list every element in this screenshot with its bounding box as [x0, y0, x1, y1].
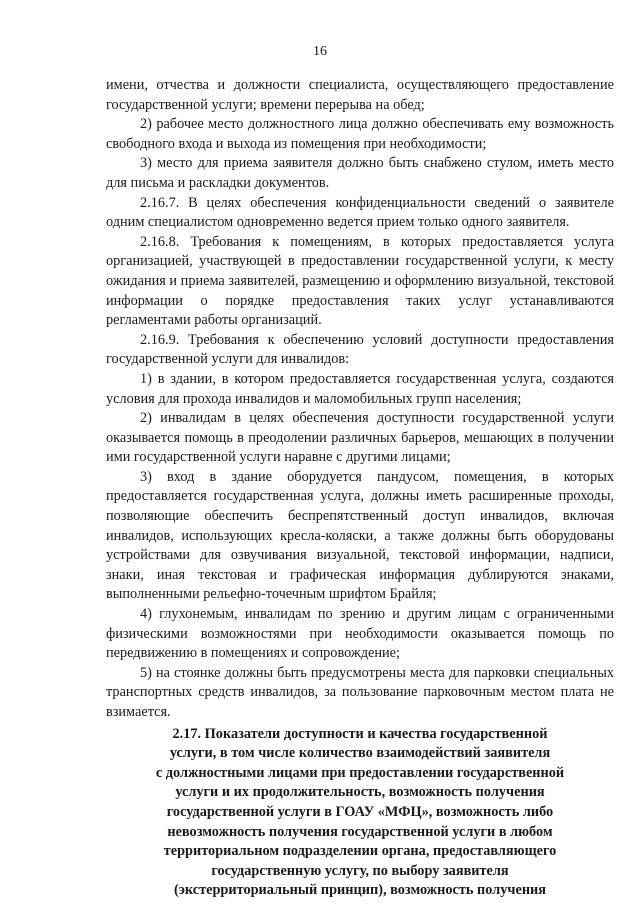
paragraph-disability-2: 2) инвалидам в целях обеспечения доступности государственной услуги оказывается помощь в преодолении различных барьеров, мешающих в получении ими государственной услуги наравне с другими лицами; [106, 410, 614, 466]
paragraph-item-3: 3) место для приема заявителя должно быть снабжено стулом, иметь место для письма и раскладки документов. [106, 155, 614, 191]
paragraph-2-16-8: 2.16.8. Требования к помещениям, в которых предоставляется услуга организацией, участвующей в предоставлении государственной услуги, к месту ожидания и приема заявителей, размещению и оформлению визуальной, текстовой информации о порядке предоставления таких услуг устанавливаются регламентами работы организаций. [106, 233, 614, 329]
section-heading-2-17 [106, 725, 614, 901]
paragraph-disability-3: 3) вход в здание оборудуется пандусом, помещения, в которых предоставляется государственная услуга, должны иметь расширенные проходы, позволяющие обеспечить беспрепятственный доступ инвалидов, включая инвалидов, использующих кресла-коляски, а также должны быть оборудованы устройствами для озвучивания визуальной, текстовой информации, надписи, знаки, иная текстовая и графическая информация дублируются знаками, выполненными рельефно-точечным шрифтом Брайля; [106, 468, 614, 603]
paragraph-disability-1: 1) в здании, в котором предоставляется государственная услуга, создаются условия для прохода инвалидов и маломобильных групп населения; [106, 370, 614, 407]
heading-line: территориальном подразделении органа, предоставляющего [163, 843, 557, 860]
paragraph-2-16-9: 2.16.9. Требования к обеспечению условий доступности предоставления государственной услуги для инвалидов: [106, 331, 614, 368]
heading-line: с должностными лицами при предоставлении государственной [155, 764, 565, 781]
paragraph-disability-5: 5) на стоянке должны быть предусмотрены места для парковки специальных транспортных средств инвалидов, за пользование парковочным местом плата не взимается. [106, 664, 614, 720]
heading-line: (экстерриториальный принцип), возможность получения [173, 882, 547, 899]
page-number: 16 [313, 44, 327, 59]
paragraph-item-2: 2) рабочее место должностного лица должно обеспечивать ему возможность свободного входа и выхода из помещения при необходимости; [106, 116, 614, 152]
heading-line: услуги и их продолжительность, возможность получения [175, 784, 545, 801]
heading-line: невозможность получения государственной услуги в любом [167, 823, 553, 840]
paragraph-disability-4: 4) глухонемым, инвалидам по зрению и другим лицам с ограниченными физическими возможностями при необходимости оказывается помощь по передвижению в помещениях и сопровождение; [106, 606, 614, 662]
document-body [106, 76, 614, 901]
heading-line: 2.17. Показатели доступности и качества государственной [172, 725, 548, 742]
heading-line: государственной услуги в ГОАУ «МФЦ», возможность либо [166, 803, 554, 820]
paragraph-2-16-7: 2.16.7. В целях обеспечения конфиденциальности сведений о заявителе одним специалистом одновременно ведется прием только одного заявителя. [106, 194, 614, 231]
heading-line: услуги, в том числе количество взаимодействий заявителя [169, 745, 551, 762]
heading-line: государственную услугу, по выбору заявителя [211, 862, 509, 879]
paragraph-continuation: имени, отчества и должности специалиста, осуществляющего предоставление государственной услуги; времени перерыва на обед; [106, 77, 614, 113]
